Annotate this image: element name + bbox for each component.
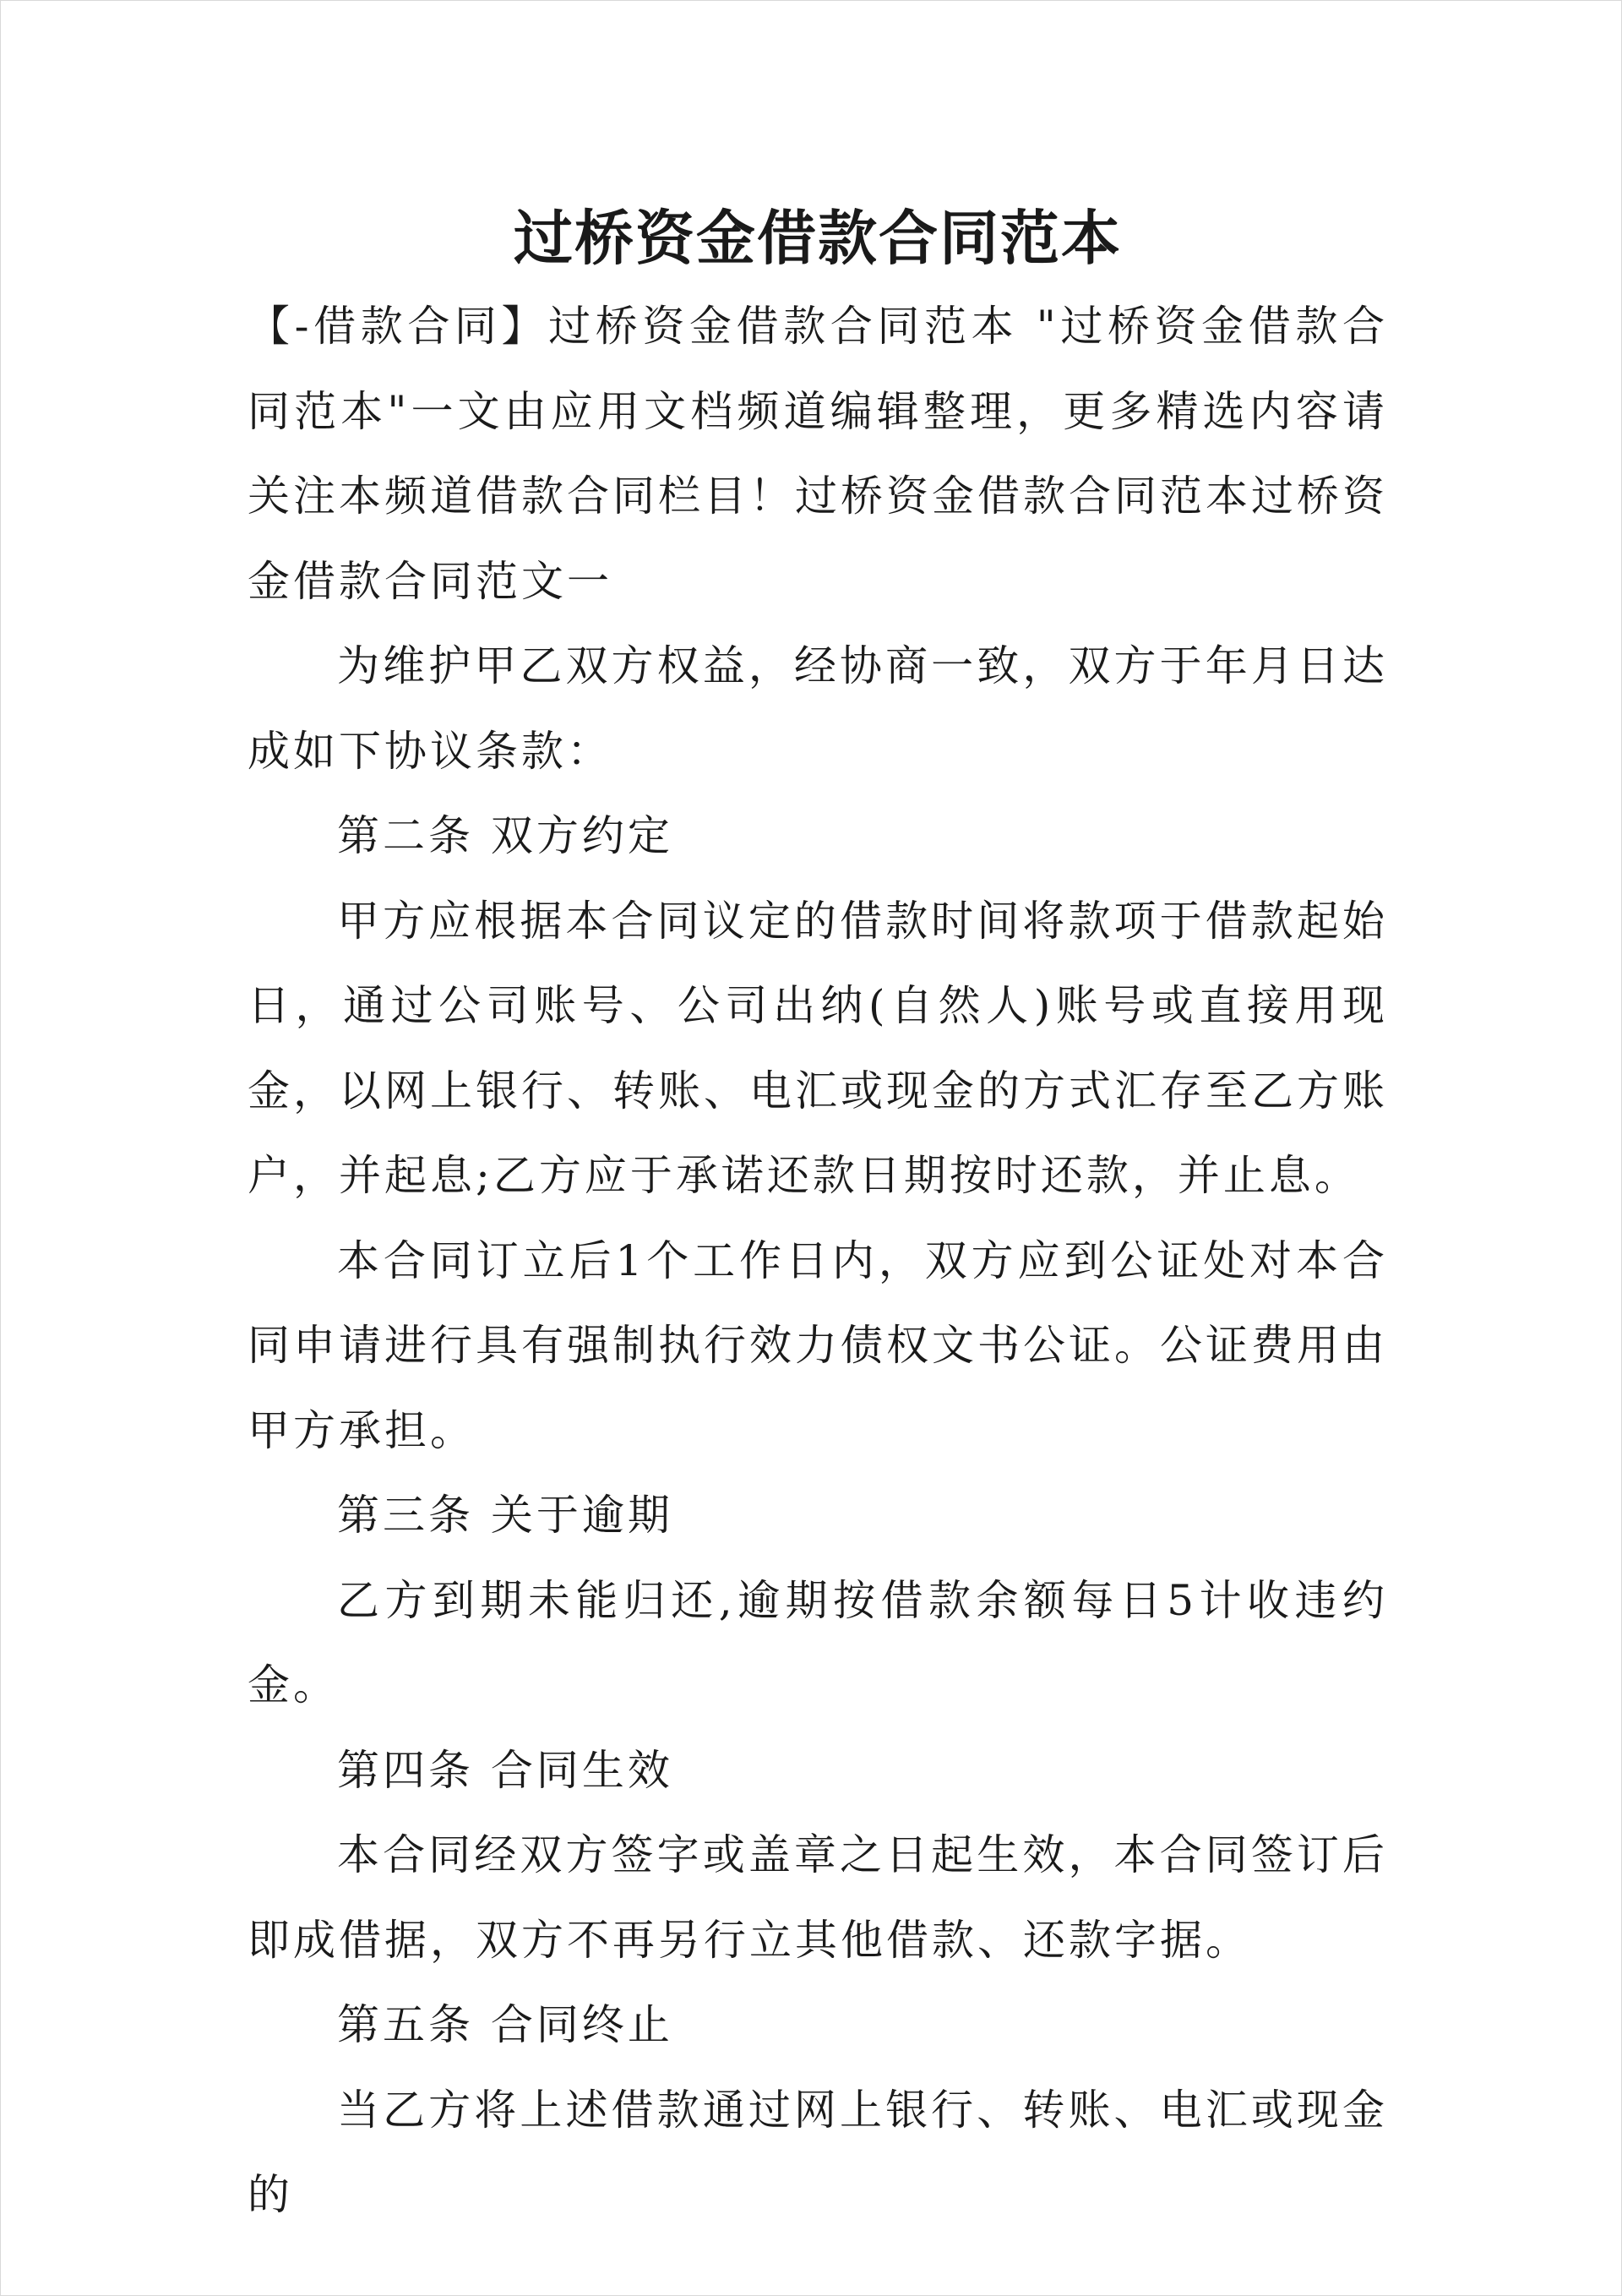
body-paragraph: 甲方应根据本合同议定的借款时间将款项于借款起始日，通过公司账号、公司出纳(自然人)账号或直接用现金，以网上银行、转账、电汇或现金的方式汇存至乙方账户，并起息;乙方应于承诺还款日期按时还款，并止息。 bbox=[248, 896, 1388, 1200]
body-paragraph: 本合同订立后1个工作日内，双方应到公证处对本合同申请进行具有强制执行效力债权文书公证。公证费用由甲方承担。 bbox=[248, 1235, 1388, 1455]
section-heading-article-3: 第三条 关于逾期 bbox=[337, 1491, 673, 1540]
body-paragraph: 乙方到期未能归还,逾期按借款余额每日5计收违约金。 bbox=[248, 1575, 1388, 1710]
body-paragraph: 为维护甲乙双方权益，经协商一致，双方于年月日达成如下协议条款： bbox=[248, 641, 1388, 776]
section-heading-article-4: 第四条 合同生效 bbox=[337, 1745, 673, 1795]
intro-paragraph: 【-借款合同】过桥资金借款合同范本 "过桥资金借款合同范本"一文由应用文档频道编辑整理，更多精选内容请关注本频道借款合同栏目！过桥资金借款合同范本过桥资金借款合同范文一 bbox=[248, 302, 1388, 606]
document-title: 过桥资金借款合同范本 bbox=[514, 203, 1122, 273]
body-paragraph: 当乙方将上述借款通过网上银行、转账、电汇或现金的 bbox=[248, 2085, 1388, 2219]
body-paragraph: 本合同经双方签字或盖章之日起生效，本合同签订后即成借据，双方不再另行立其他借款、还款字据。 bbox=[248, 1830, 1388, 1965]
document-body bbox=[248, 284, 1388, 2238]
section-heading-article-5: 第五条 合同终止 bbox=[337, 2000, 673, 2049]
section-heading-article-2: 第二条 双方约定 bbox=[337, 811, 673, 860]
